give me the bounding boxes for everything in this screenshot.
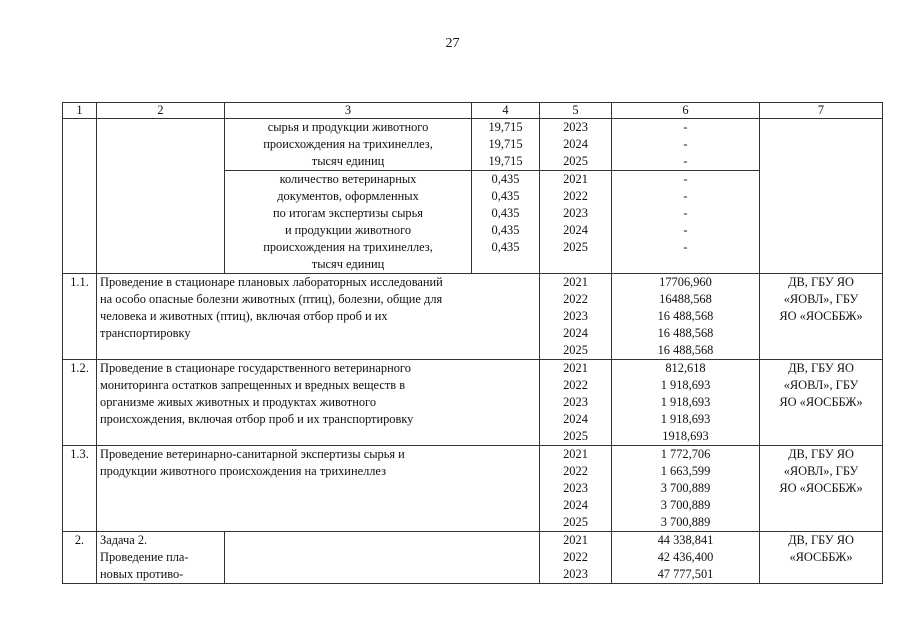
amount: 47 777,501	[657, 567, 714, 581]
year: 2024	[563, 412, 588, 426]
amount: 42 436,400	[657, 550, 714, 564]
executor-line: ДВ, ГБУ ЯО	[788, 447, 854, 461]
row-number: 1.3.	[63, 446, 97, 532]
row-number-cell	[63, 119, 97, 274]
executor-line: «ЯОВЛ», ГБУ	[783, 378, 859, 392]
year: 2023	[563, 567, 588, 581]
activity-text	[97, 274, 540, 360]
amounts-cell	[612, 274, 760, 360]
header-row	[63, 103, 883, 119]
amount: -	[683, 206, 688, 220]
text-line: документов, оформленных	[277, 189, 419, 203]
year: 2023	[563, 481, 588, 495]
amount: 44 338,841	[657, 533, 714, 547]
text-line: количество ветеринарных	[279, 172, 417, 186]
activity-text	[97, 446, 540, 532]
amount: 1 772,706	[660, 447, 711, 461]
amounts-cell	[612, 171, 760, 274]
amounts-cell	[612, 446, 760, 532]
year: 2025	[563, 343, 588, 357]
text-line: Проведение в стационаре плановых лабораторных исследований	[100, 275, 443, 289]
years-cell	[540, 119, 612, 171]
amount: 1 918,693	[660, 378, 711, 392]
text-line: тысяч единиц	[311, 154, 385, 168]
amount: 1 663,599	[660, 464, 711, 478]
years-cell	[540, 446, 612, 532]
year: 2025	[563, 240, 588, 254]
year: 2021	[563, 533, 588, 547]
text-line: продукции животного происхождения на трихинеллез	[100, 464, 386, 478]
value: 0,435	[491, 240, 520, 254]
year: 2024	[563, 137, 588, 151]
year: 2022	[563, 292, 588, 306]
amount: 1918,693	[662, 429, 709, 443]
years-cell	[540, 171, 612, 274]
header-cell: 7	[760, 103, 883, 119]
amount: -	[683, 172, 688, 186]
year: 2022	[563, 550, 588, 564]
table-row	[63, 446, 883, 532]
amount: 3 700,889	[660, 498, 711, 512]
amount: -	[683, 120, 688, 134]
year: 2024	[563, 498, 588, 512]
value: 19,715	[488, 137, 523, 151]
indicator-text	[225, 171, 472, 274]
row-number: 1.1.	[63, 274, 97, 360]
task-cell	[97, 532, 225, 584]
value: 0,435	[491, 206, 520, 220]
text-line: по итогам экспертизы сырья	[273, 206, 423, 220]
years-cell	[540, 532, 612, 584]
year: 2021	[563, 275, 588, 289]
amount: 16488,568	[659, 292, 712, 306]
text-line: сырья и продукции животного	[267, 120, 429, 134]
amount: 1 918,693	[660, 395, 711, 409]
year: 2025	[563, 429, 588, 443]
text-line: мониторинга остатков запрещенных и вредных веществ в	[100, 378, 406, 392]
header-cell: 3	[225, 103, 472, 119]
indicator-values	[472, 119, 540, 171]
year: 2023	[563, 395, 588, 409]
executor-line: ДВ, ГБУ ЯО	[788, 275, 854, 289]
empty-cell	[225, 532, 540, 584]
table-row	[63, 532, 883, 584]
text-line: Задача 2.	[100, 533, 148, 547]
amount: -	[683, 240, 688, 254]
year: 2021	[563, 172, 588, 186]
year: 2024	[563, 326, 588, 340]
executor-cell	[760, 360, 883, 446]
year: 2021	[563, 361, 588, 375]
amount: 3 700,889	[660, 515, 711, 529]
header-cell: 4	[472, 103, 540, 119]
executor-line: ЯО «ЯОСББЖ»	[779, 309, 863, 323]
executor-line: «ЯОСББЖ»	[789, 550, 853, 564]
executor-cell	[760, 119, 883, 274]
amount: -	[683, 223, 688, 237]
text-line: Проведение ветеринарно-санитарной экспертизы сырья и	[100, 447, 405, 461]
amount: 812,618	[665, 361, 706, 375]
value: 19,715	[488, 120, 523, 134]
text-line: происхождения на трихинеллез,	[263, 137, 433, 151]
page-number: 27	[445, 36, 460, 51]
year: 2023	[563, 120, 588, 134]
value: 19,715	[488, 154, 523, 168]
header-cell: 6	[612, 103, 760, 119]
executor-cell	[760, 532, 883, 584]
table-row	[63, 360, 883, 446]
amount: 1 918,693	[660, 412, 711, 426]
amounts-cell	[612, 532, 760, 584]
indicator-values	[472, 171, 540, 274]
table-row	[63, 119, 883, 171]
amount: 3 700,889	[660, 481, 711, 495]
executor-cell	[760, 446, 883, 532]
year: 2023	[563, 206, 588, 220]
executor-line: ДВ, ГБУ ЯО	[788, 533, 854, 547]
amount: -	[683, 154, 688, 168]
year: 2022	[563, 378, 588, 392]
executor-line: ЯО «ЯОСББЖ»	[779, 395, 863, 409]
year: 2022	[563, 189, 588, 203]
text-line: происхождения на трихинеллез,	[263, 240, 433, 254]
executor-line: ДВ, ГБУ ЯО	[788, 361, 854, 375]
header-cell: 2	[97, 103, 225, 119]
executor-cell	[760, 274, 883, 360]
years-cell	[540, 360, 612, 446]
amount: 16 488,568	[657, 343, 714, 357]
text-line: организме живых животных и продуктах животного	[100, 395, 377, 409]
year: 2021	[563, 447, 588, 461]
row-number: 2.	[63, 532, 97, 584]
year: 2025	[563, 154, 588, 168]
value: 0,435	[491, 189, 520, 203]
text-line: транспортировку	[100, 326, 191, 340]
value: 0,435	[491, 223, 520, 237]
activity-text	[97, 360, 540, 446]
table-row	[63, 274, 883, 360]
row-number: 1.2.	[63, 360, 97, 446]
indicator-text	[225, 119, 472, 171]
amount: 16 488,568	[657, 309, 714, 323]
text-line: Проведение пла-	[100, 550, 189, 564]
amounts-cell	[612, 360, 760, 446]
amounts-cell	[612, 119, 760, 171]
amount: -	[683, 189, 688, 203]
value: 0,435	[491, 172, 520, 186]
text-line: происхождения, включая отбор проб и их транспортировку	[100, 412, 414, 426]
years-cell	[540, 274, 612, 360]
header-cell: 5	[540, 103, 612, 119]
task-cell	[97, 119, 225, 274]
text-line: на особо опасные болезни животных (птиц), болезни, общие для	[100, 292, 443, 306]
amount: 17706,960	[659, 275, 712, 289]
year: 2024	[563, 223, 588, 237]
text-line: человека и животных (птиц), включая отбор проб и их	[100, 309, 388, 323]
amount: -	[683, 137, 688, 151]
header-cell: 1	[63, 103, 97, 119]
executor-line: «ЯОВЛ», ГБУ	[783, 464, 859, 478]
text-line: и продукции животного	[284, 223, 412, 237]
year: 2025	[563, 515, 588, 529]
program-table	[62, 102, 883, 584]
amount: 16 488,568	[657, 326, 714, 340]
text-line: тысяч единиц	[311, 257, 385, 271]
executor-line: ЯО «ЯОСББЖ»	[779, 481, 863, 495]
text-line: Проведение в стационаре государственного ветеринарного	[100, 361, 411, 375]
executor-line: «ЯОВЛ», ГБУ	[783, 292, 859, 306]
year: 2023	[563, 309, 588, 323]
text-line: новых противо-	[100, 567, 184, 581]
year: 2022	[563, 464, 588, 478]
